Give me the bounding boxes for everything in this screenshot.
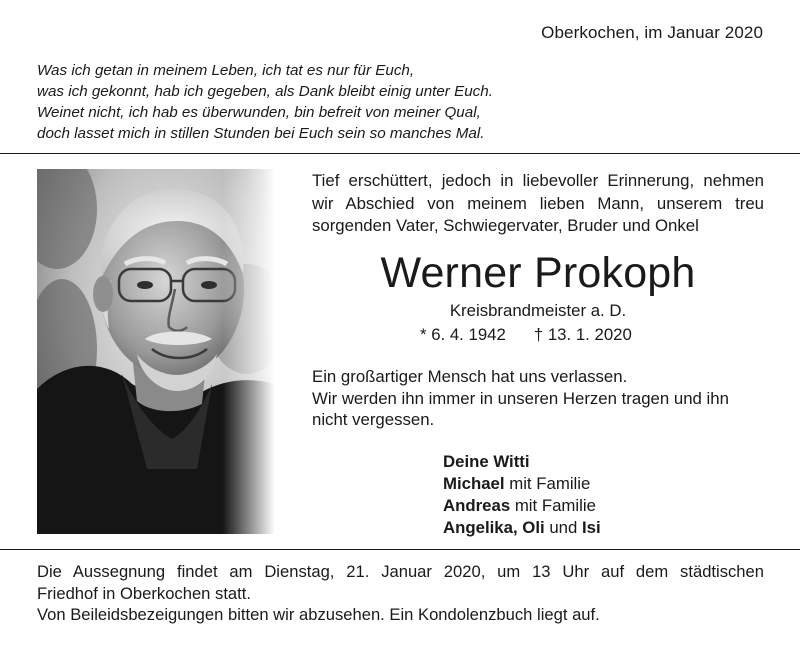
family-name: Angelika, Oli xyxy=(443,518,545,537)
family-line xyxy=(443,451,601,473)
birth-date: * 6. 4. 1942 xyxy=(420,325,506,344)
family-name: Deine Witti xyxy=(443,452,530,471)
deceased-name: Werner Prokoph xyxy=(380,249,696,297)
top-divider xyxy=(0,153,800,154)
footer-line: Von Beileidsbezeigungen bitten wir abzusehen. Ein Kondolenzbuch liegt auf. xyxy=(37,605,600,624)
message-line: Wir werden ihn immer in unseren Herzen tragen und ihn xyxy=(312,388,729,408)
place-date: Oberkochen, im Januar 2020 xyxy=(541,23,763,42)
deceased-title: Kreisbrandmeister a. D. xyxy=(449,301,627,320)
family-line xyxy=(443,495,601,517)
poem-line: was ich gekonnt, hab ich gegeben, als Dank bleibt einig unter Euch. xyxy=(37,83,493,100)
poem-line: Was ich getan in meinem Leben, ich tat es nur für Euch, xyxy=(37,62,415,79)
poem xyxy=(37,60,557,144)
message-line: nicht vergessen. xyxy=(312,410,435,429)
bottom-divider xyxy=(0,549,800,550)
poem-line: Weinet nicht, ich hab es überwunden, bin befreit von meiner Qual, xyxy=(37,104,481,121)
family-name: Isi xyxy=(581,518,601,537)
intro-text xyxy=(312,170,764,238)
intro-line: Tief erschüttert, jedoch in liebevoller Erinnerung, nehmen xyxy=(312,171,764,190)
memorial-message xyxy=(312,366,764,431)
family-line xyxy=(443,473,601,495)
life-dates xyxy=(420,325,632,345)
message-line: Ein großartiger Mensch hat uns verlassen. xyxy=(312,367,628,386)
intro-line: sorgenden Vater, Schwiegervater, Bruder und Onkel xyxy=(312,216,699,235)
death-date: † 13. 1. 2020 xyxy=(533,325,632,344)
family-connector: und xyxy=(544,518,582,537)
family-suffix: mit Familie xyxy=(510,496,596,515)
portrait-image xyxy=(37,169,275,534)
intro-line: wir Abschied von meinem lieben Mann, unserem treu xyxy=(312,193,764,213)
poem-line: doch lasset mich in stillen Stunden bei Euch sein so manches Mal. xyxy=(37,125,485,142)
family-name: Michael xyxy=(443,474,505,493)
funeral-notice xyxy=(37,561,764,626)
family-signatures xyxy=(443,451,601,539)
family-line xyxy=(443,517,601,539)
portrait-photo xyxy=(37,169,275,534)
family-suffix: mit Familie xyxy=(504,474,591,493)
footer-line: Die Aussegnung findet am Dienstag, 21. Januar 2020, um 13 Uhr auf dem städtischen xyxy=(37,562,764,581)
family-name: Andreas xyxy=(443,496,511,515)
footer-line: Friedhof in Oberkochen statt. xyxy=(37,583,251,603)
